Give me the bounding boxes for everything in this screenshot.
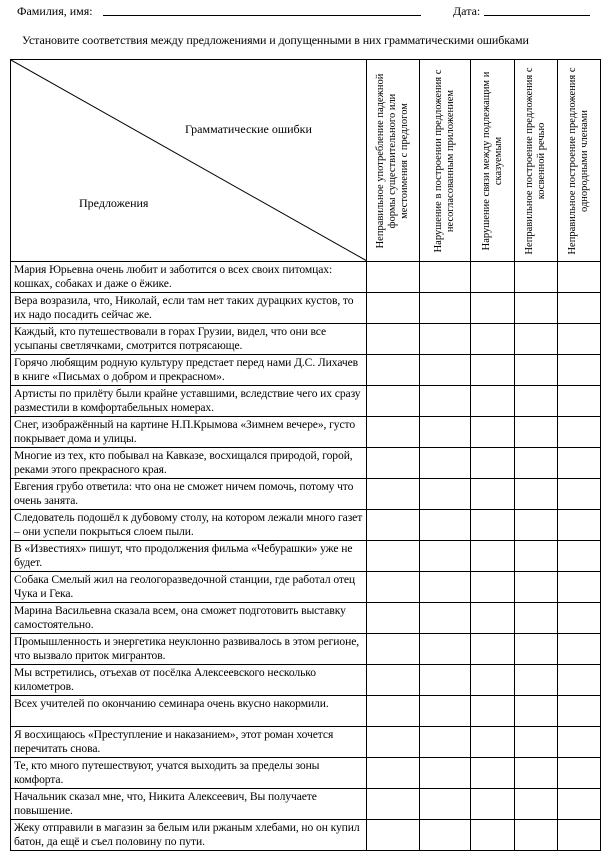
- answer-cell[interactable]: [515, 665, 558, 696]
- sentence-cell: Всех учителей по окончанию семинара очень вкусно накормили.: [11, 696, 367, 727]
- table-row: [11, 262, 601, 293]
- table-row: [11, 789, 601, 820]
- answer-cell[interactable]: [558, 572, 601, 603]
- answer-cell[interactable]: [515, 417, 558, 448]
- answer-cell[interactable]: [558, 510, 601, 541]
- answer-cell[interactable]: [471, 820, 515, 851]
- sentence-cell: Горячо любящим родную культуру предстает перед нами Д.С. Лихачев в книге «Письмах о добром и прекрасном».: [11, 355, 367, 386]
- table-row: [11, 541, 601, 572]
- answer-cell[interactable]: [558, 727, 601, 758]
- answer-cell[interactable]: [367, 355, 420, 386]
- answer-cell[interactable]: [367, 572, 420, 603]
- answer-cell[interactable]: [558, 820, 601, 851]
- sentence-cell: Я восхищаюсь «Преступление и наказанием», этот роман хочется перечитать снова.: [11, 727, 367, 758]
- answer-cell[interactable]: [471, 293, 515, 324]
- answer-cell[interactable]: [420, 448, 471, 479]
- answer-cell[interactable]: [471, 355, 515, 386]
- answer-cell[interactable]: [515, 262, 558, 293]
- sentence-cell: Начальник сказал мне, что, Никита Алексеевич, Вы получаете повышение.: [11, 789, 367, 820]
- answer-cell[interactable]: [558, 293, 601, 324]
- answer-cell[interactable]: [420, 510, 471, 541]
- answer-cell[interactable]: [420, 417, 471, 448]
- answer-cell[interactable]: [367, 758, 420, 789]
- answer-cell[interactable]: [420, 355, 471, 386]
- answer-cell[interactable]: [471, 448, 515, 479]
- answer-cell[interactable]: [367, 820, 420, 851]
- answer-cell[interactable]: [515, 355, 558, 386]
- answer-cell[interactable]: [558, 324, 601, 355]
- answer-cell[interactable]: [515, 479, 558, 510]
- answer-cell[interactable]: [420, 820, 471, 851]
- matching-table: [10, 59, 601, 851]
- table-row: [11, 727, 601, 758]
- answer-cell[interactable]: [471, 386, 515, 417]
- table-row: [11, 386, 601, 417]
- header-row: [11, 60, 601, 262]
- answer-cell[interactable]: [367, 448, 420, 479]
- answer-cell[interactable]: [558, 448, 601, 479]
- answer-cell[interactable]: [515, 324, 558, 355]
- column-header-1: [367, 60, 420, 262]
- answer-cell[interactable]: [471, 479, 515, 510]
- sentence-cell: Мария Юрьевна очень любит и заботится о всех своих питомцах: кошках, собаках и даже о ёжике.: [11, 262, 367, 293]
- sentence-cell: Те, кто много путешествуют, учатся выходить за пределы зоны комфорта.: [11, 758, 367, 789]
- sentence-cell: Каждый, кто путешествовали в горах Грузии, видел, что они все усыпаны светлячками, смотрится потрясающе.: [11, 324, 367, 355]
- answer-cell[interactable]: [515, 448, 558, 479]
- answer-cell[interactable]: [471, 603, 515, 634]
- answer-cell[interactable]: [471, 758, 515, 789]
- name-label: Фамилия, имя:: [17, 4, 93, 18]
- answer-cell[interactable]: [420, 479, 471, 510]
- answer-cell[interactable]: [420, 603, 471, 634]
- answer-cell[interactable]: [558, 696, 601, 727]
- answer-cell[interactable]: [420, 789, 471, 820]
- answer-cell[interactable]: [515, 789, 558, 820]
- answer-cell[interactable]: [367, 417, 420, 448]
- answer-cell[interactable]: [515, 696, 558, 727]
- diagonal-divider: [11, 60, 367, 261]
- answer-cell[interactable]: [515, 758, 558, 789]
- answer-cell[interactable]: [515, 727, 558, 758]
- answer-cell[interactable]: [515, 510, 558, 541]
- table-row: [11, 448, 601, 479]
- answer-cell[interactable]: [367, 727, 420, 758]
- answer-cell[interactable]: [471, 541, 515, 572]
- answer-cell[interactable]: [367, 293, 420, 324]
- diagonal-header-cell: [11, 60, 367, 262]
- column-header-3: [471, 60, 515, 262]
- sentence-cell: Жеку отправили в магазин за белым или ржаным хлебами, но он купил батон, да ещё и съел половину по пути.: [11, 820, 367, 851]
- answer-cell[interactable]: [471, 696, 515, 727]
- column-header-2: [420, 60, 471, 262]
- column-header-2-text: Нарушение в построении предложения с несогласованным приложением: [433, 69, 456, 252]
- answer-cell[interactable]: [420, 324, 471, 355]
- answer-cell[interactable]: [420, 572, 471, 603]
- sentence-cell: Собака Смелый жил на геологоразведочной станции, где работал отец Чука и Гека.: [11, 572, 367, 603]
- column-header-4: [515, 60, 558, 262]
- table-row: [11, 758, 601, 789]
- answer-cell[interactable]: [515, 386, 558, 417]
- answer-cell[interactable]: [515, 541, 558, 572]
- answer-cell[interactable]: [471, 789, 515, 820]
- answer-cell[interactable]: [420, 665, 471, 696]
- answer-cell[interactable]: [558, 541, 601, 572]
- table-row: [11, 510, 601, 541]
- table-row: [11, 634, 601, 665]
- answer-cell[interactable]: [558, 262, 601, 293]
- answer-cell[interactable]: [515, 603, 558, 634]
- answer-cell[interactable]: [471, 417, 515, 448]
- answer-cell[interactable]: [420, 727, 471, 758]
- answer-cell[interactable]: [367, 262, 420, 293]
- table-row: [11, 417, 601, 448]
- column-header-5-text: Неправильное построение предложения с однородными членами: [567, 66, 590, 255]
- answer-cell[interactable]: [420, 758, 471, 789]
- date-label: Дата:: [453, 4, 481, 18]
- column-header-5: [558, 60, 601, 262]
- sentence-cell: Марина Васильевна сказала всем, она сможет подготовить выставку самостоятельно.: [11, 603, 367, 634]
- answer-cell[interactable]: [471, 324, 515, 355]
- answer-cell[interactable]: [558, 789, 601, 820]
- answer-cell[interactable]: [515, 634, 558, 665]
- answer-cell[interactable]: [420, 541, 471, 572]
- answer-cell[interactable]: [558, 417, 601, 448]
- sentence-cell: Снег, изображённый на картине Н.П.Крымова «Зимнем вечере», густо покрывает дома и улицы.: [11, 417, 367, 448]
- answer-cell[interactable]: [367, 665, 420, 696]
- answer-cell[interactable]: [367, 634, 420, 665]
- answer-cell[interactable]: [558, 386, 601, 417]
- answer-cell[interactable]: [515, 820, 558, 851]
- answer-cell[interactable]: [471, 665, 515, 696]
- sentences-axis-label: Предложения: [79, 196, 149, 210]
- sentence-cell: Мы встретились, отъехав от посёлка Алексеевского несколько километров.: [11, 665, 367, 696]
- answer-cell[interactable]: [471, 262, 515, 293]
- answer-cell[interactable]: [515, 293, 558, 324]
- answer-cell[interactable]: [558, 355, 601, 386]
- table-row: [11, 293, 601, 324]
- sentence-cell: Евгения грубо ответила: что она не сможет ничем помочь, потому что очень занята.: [11, 479, 367, 510]
- answer-cell[interactable]: [367, 324, 420, 355]
- answer-cell[interactable]: [367, 510, 420, 541]
- answer-cell[interactable]: [471, 634, 515, 665]
- sentence-cell: Вера возразила, что, Николай, если там нет таких дурацких кустов, то их надо посадить сейчас же.: [11, 293, 367, 324]
- sentence-cell: Следователь подошёл к дубовому столу, на котором лежали много газет – они успели покрыться слоем пыли.: [11, 510, 367, 541]
- name-field-line[interactable]: [103, 15, 421, 16]
- errors-axis-label: Грамматические ошибки: [185, 122, 312, 136]
- sentence-cell: Артисты по прилёту были крайне уставшими, вследствие чего их сразу разместили в комфортабельных номерах.: [11, 386, 367, 417]
- answer-cell[interactable]: [558, 603, 601, 634]
- task-instruction: Установите соответствия между предложениями и допущенными в них грамматическими ошибками: [22, 33, 529, 47]
- sentence-cell: Промышленность и энергетика неуклонно развивалось в этом регионе, что вызвало приток мигрантов.: [11, 634, 367, 665]
- sentence-cell: В «Известиях» пишут, что продолжения фильма «Чебурашки» уже не будет.: [11, 541, 367, 572]
- table-row: [11, 820, 601, 851]
- table-row: [11, 603, 601, 634]
- answer-cell[interactable]: [558, 665, 601, 696]
- answer-cell[interactable]: [367, 479, 420, 510]
- answer-cell[interactable]: [515, 572, 558, 603]
- column-header-3-text: Нарушение связи между подлежащим и сказуемым: [480, 71, 504, 250]
- answer-cell[interactable]: [420, 634, 471, 665]
- table-row: [11, 572, 601, 603]
- answer-cell[interactable]: [367, 603, 420, 634]
- sentence-cell: Многие из тех, кто побывал на Кавказе, восхищался природой, горой, реками этого прекрасного края.: [11, 448, 367, 479]
- answer-cell[interactable]: [471, 510, 515, 541]
- table-row: [11, 696, 601, 727]
- answer-cell[interactable]: [367, 696, 420, 727]
- column-header-1-text: Неправильное употребление падежной формы существительного или местоимения с предлогом: [375, 73, 410, 248]
- answer-cell[interactable]: [558, 758, 601, 789]
- answer-cell[interactable]: [367, 789, 420, 820]
- answer-cell[interactable]: [420, 293, 471, 324]
- table-row: [11, 324, 601, 355]
- answer-cell[interactable]: [367, 541, 420, 572]
- answer-cell[interactable]: [471, 572, 515, 603]
- answer-cell[interactable]: [420, 386, 471, 417]
- answer-cell[interactable]: [420, 696, 471, 727]
- date-field-line[interactable]: [484, 15, 590, 16]
- table-row: [11, 665, 601, 696]
- answer-cell[interactable]: [558, 634, 601, 665]
- answer-cell[interactable]: [367, 386, 420, 417]
- table-row: [11, 355, 601, 386]
- table-row: [11, 479, 601, 510]
- answer-cell[interactable]: [420, 262, 471, 293]
- column-header-4-text: Неправильное построение предложения с косвенной речью: [524, 66, 547, 255]
- answer-cell[interactable]: [471, 727, 515, 758]
- answer-cell[interactable]: [558, 479, 601, 510]
